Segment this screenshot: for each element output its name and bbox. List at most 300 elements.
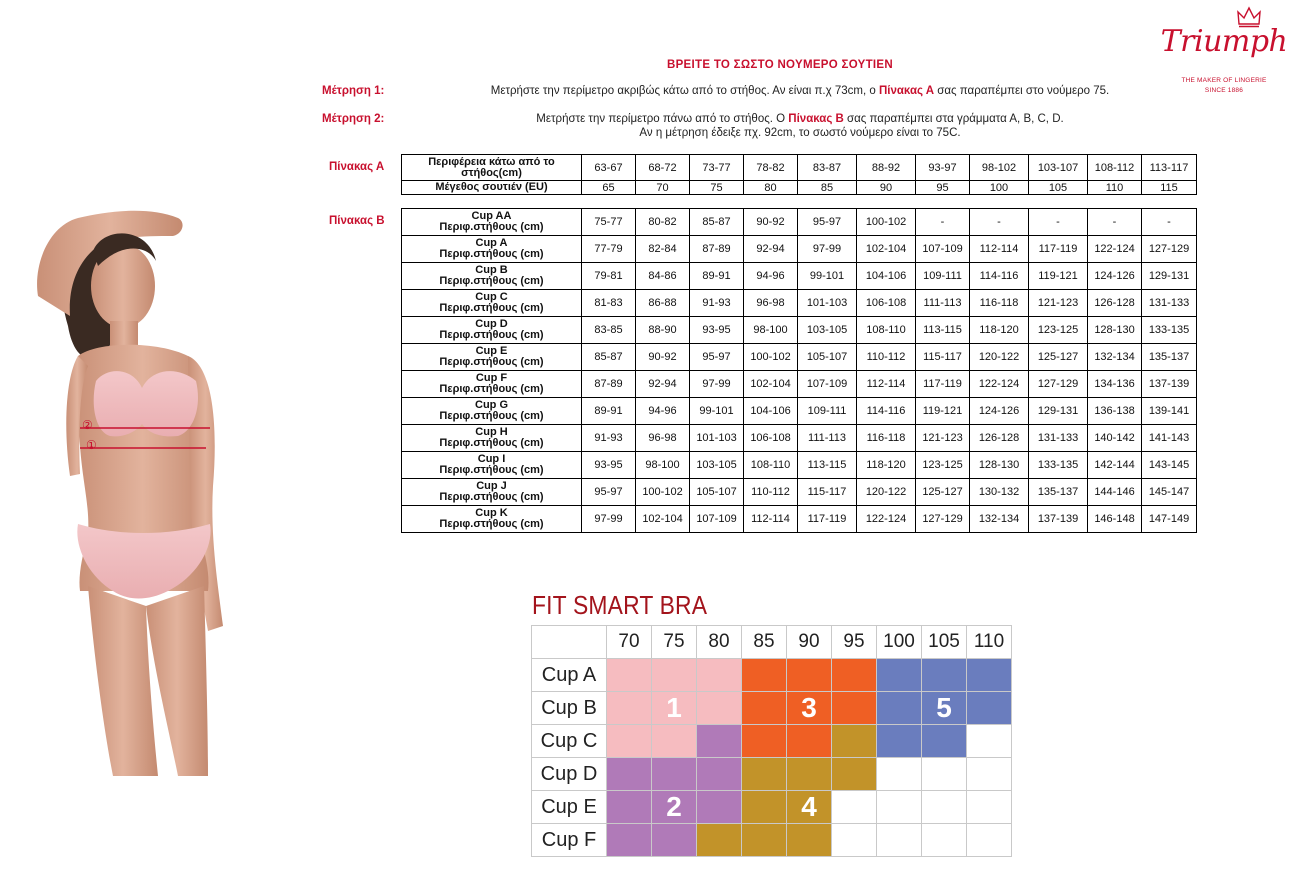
table-cell: 119-121 [916,398,970,425]
fit-zone-cell [652,824,697,857]
table-cell: 117-119 [916,371,970,398]
table-cell: - [1142,209,1197,236]
table-cell: 88-90 [636,317,690,344]
fit-zone-cell [832,824,877,857]
table-cell: 70 [636,181,690,195]
fit-zone-cell [877,692,922,725]
cup-label: Cup AA [471,210,512,222]
table-cell: 80 [744,181,798,195]
fit-zone-cell [607,824,652,857]
table-cell: 73-77 [690,155,744,181]
fit-row [532,725,1012,758]
fit-cup-label: Cup D [532,758,607,791]
fit-smart-table [531,625,1012,857]
table-b-row-header [402,371,582,398]
table-cell: 126-128 [1088,290,1142,317]
table-b-row-header [402,506,582,533]
table-cell: 105 [1029,181,1088,195]
fit-zone-cell [652,725,697,758]
table-cell: 137-139 [1142,371,1197,398]
fit-zone-cell [742,758,787,791]
fit-zone-number: 4 [787,791,832,824]
fit-row [532,824,1012,857]
fit-zone-cell [967,659,1012,692]
fit-header-row [532,626,1012,659]
table-cell: 131-133 [1029,425,1088,452]
fit-smart-title: FIT SMART BRA [532,590,708,620]
table-cell: 90-92 [744,209,798,236]
table-cell: 110-112 [857,344,916,371]
fit-zone-cell [922,791,967,824]
fit-zone-cell [967,824,1012,857]
table-cell: 96-98 [636,425,690,452]
measurement-1-highlight: Πίνακας Α [878,85,935,97]
bust-label: Περιφ.στήθους (cm) [439,383,544,395]
table-b-row [402,290,1197,317]
table-cell: 135-137 [1029,479,1088,506]
brand-name: Triumph [1160,24,1288,59]
fit-zone-cell [652,659,697,692]
table-cell: 147-149 [1142,506,1197,533]
table-cell: 63-67 [582,155,636,181]
table-cell: 146-148 [1088,506,1142,533]
fit-zone-cell [877,824,922,857]
table-cell: 108-112 [1088,155,1142,181]
table-cell: 90 [857,181,916,195]
fit-zone-cell [652,758,697,791]
table-cell: 112-114 [857,371,916,398]
table-cell: 93-97 [916,155,970,181]
table-cell: 142-144 [1088,452,1142,479]
fit-zone-cell [697,692,742,725]
table-cell: 102-104 [636,506,690,533]
measurement-1-text-before: Μετρήστε την περίμετρο ακριβώς κάτω από το στήθος. Αν είναι π.χ 73cm, ο [490,85,879,97]
fit-zone-number: 1 [652,692,697,725]
measurement-2-highlight: Πίνακας Β [788,113,844,125]
table-cell: 125-127 [916,479,970,506]
measurement-marker-2: ② [82,418,93,432]
fit-zone-cell [967,692,1012,725]
table-cell: 119-121 [1029,263,1088,290]
table-cell: 121-123 [916,425,970,452]
table-b-row-header [402,479,582,506]
table-cell: 103-107 [1029,155,1088,181]
table-cell: 86-88 [636,290,690,317]
fit-cup-label: Cup B [532,692,607,725]
table-cell: 83-85 [582,317,636,344]
table-b-row [402,317,1197,344]
table-cell: 100-102 [857,209,916,236]
bust-label: Περιφ.στήθους (cm) [439,248,544,260]
fit-size-header: 100 [877,626,922,659]
table-cell: 121-123 [1029,290,1088,317]
table-cell: 85-87 [690,209,744,236]
table-cell: 124-126 [970,398,1029,425]
fit-zone-cell [922,824,967,857]
table-cell: 106-108 [744,425,798,452]
fit-zone-number: 5 [922,692,967,725]
table-cell: 95 [916,181,970,195]
table-cell: 120-122 [970,344,1029,371]
table-cell: 112-114 [970,236,1029,263]
table-cell: 83-87 [798,155,857,181]
cup-label: Cup E [475,345,508,357]
table-cell: 136-138 [1088,398,1142,425]
measurement-2-text-after: σας παραπέμπει στα γράμματα Α, Β, C, D. [843,113,1064,125]
table-cell: 87-89 [690,236,744,263]
table-cell: 98-102 [970,155,1029,181]
table-cell: 113-117 [1142,155,1197,181]
fit-size-header: 70 [607,626,652,659]
fit-zone-cell [967,791,1012,824]
fit-zone-cell [697,725,742,758]
table-b-row [402,479,1197,506]
measurement-marker-1: ① [86,438,97,452]
bust-label: Περιφ.στήθους (cm) [439,302,544,314]
table-cell: 132-134 [970,506,1029,533]
table-cell: 127-129 [1142,236,1197,263]
bust-label: Περιφ.στήθους (cm) [439,437,544,449]
table-b-row [402,452,1197,479]
table-cell: 97-99 [690,371,744,398]
table-cell: 128-130 [970,452,1029,479]
table-a-row-underbust [402,155,1197,181]
bust-label: Περιφ.στήθους (cm) [439,410,544,422]
fit-zone-cell [742,791,787,824]
fit-zone-cell [742,824,787,857]
fit-zone-cell [832,791,877,824]
bust-label: Περιφ.στήθους (cm) [439,356,544,368]
table-cell: 143-145 [1142,452,1197,479]
table-cell: 128-130 [1088,317,1142,344]
fit-zone-number: 3 [787,692,832,725]
table-cell: - [1029,209,1088,236]
table-b-row-header [402,263,582,290]
bust-label: Περιφ.στήθους (cm) [439,275,544,287]
table-cell: 104-106 [744,398,798,425]
table-cell: 107-109 [916,236,970,263]
cup-label: Cup B [475,264,508,276]
cup-label: Cup H [475,426,508,438]
fit-cup-label: Cup F [532,824,607,857]
measurement-2-label: Μέτρηση 2: [322,113,385,125]
table-a-row-size [402,181,1197,195]
bust-label: Περιφ.στήθους (cm) [439,518,544,530]
table-b-row-header [402,452,582,479]
table-cell: 118-120 [970,317,1029,344]
table-cell: 120-122 [857,479,916,506]
table-cell: 97-99 [798,236,857,263]
table-cell: 109-111 [916,263,970,290]
table-cell: 139-141 [1142,398,1197,425]
table-b-row-header [402,209,582,236]
table-cell: 106-108 [857,290,916,317]
table-cell: 101-103 [798,290,857,317]
table-cell: 115-117 [798,479,857,506]
table-cell: 78-82 [744,155,798,181]
table-b-row-header [402,236,582,263]
table-b-row [402,506,1197,533]
table-cell: 115 [1142,181,1197,195]
table-b [401,208,1197,533]
fit-size-header: 110 [967,626,1012,659]
table-cell: 116-118 [970,290,1029,317]
table-cell: 95-97 [798,209,857,236]
table-cell: 102-104 [857,236,916,263]
bust-label: Περιφ.στήθους (cm) [439,329,544,341]
brand-tagline-2: SINCE 1886 [1204,87,1244,94]
table-b-row-header [402,317,582,344]
fit-corner-cell [532,626,607,659]
fit-zone-cell [697,791,742,824]
table-cell: 77-79 [582,236,636,263]
table-cell: 113-115 [798,452,857,479]
fit-size-header: 80 [697,626,742,659]
bust-label: Περιφ.στήθους (cm) [439,221,544,233]
table-cell: 108-110 [857,317,916,344]
fit-zone-cell [607,758,652,791]
table-cell: 103-105 [798,317,857,344]
table-cell: 95-97 [582,479,636,506]
table-cell: 95-97 [690,344,744,371]
table-b-row-header [402,344,582,371]
fit-zone-cell [742,659,787,692]
table-b-row-header [402,398,582,425]
fit-zone-cell [787,824,832,857]
table-cell: 134-136 [1088,371,1142,398]
table-cell: 80-82 [636,209,690,236]
table-cell: 129-131 [1142,263,1197,290]
bust-label: Περιφ.στήθους (cm) [439,491,544,503]
fit-zone-cell [697,758,742,791]
fit-size-header: 85 [742,626,787,659]
fit-zone-cell [877,758,922,791]
table-a [401,154,1197,195]
table-cell: 141-143 [1142,425,1197,452]
fit-zone-cell [607,659,652,692]
fit-size-header: 95 [832,626,877,659]
table-cell: 91-93 [582,425,636,452]
table-cell: 115-117 [916,344,970,371]
table-cell: 65 [582,181,636,195]
table-cell: 116-118 [857,425,916,452]
table-cell: 96-98 [744,290,798,317]
table-b-row [402,236,1197,263]
fit-row [532,659,1012,692]
table-cell: 79-81 [582,263,636,290]
table-b-label: Πίνακας Β [329,215,385,227]
table-cell: 100-102 [744,344,798,371]
table-cell: 108-110 [744,452,798,479]
table-a-row-header: Μέγεθος σουτιέν (EU) [402,181,582,195]
fit-size-header: 105 [922,626,967,659]
fit-size-header: 75 [652,626,697,659]
table-cell: 97-99 [582,506,636,533]
table-cell: - [1088,209,1142,236]
table-cell: 122-124 [970,371,1029,398]
table-b-row [402,371,1197,398]
table-cell: 133-135 [1029,452,1088,479]
table-cell: 124-126 [1088,263,1142,290]
table-cell: 93-95 [690,317,744,344]
table-cell: 105-107 [798,344,857,371]
fit-zone-cell [832,725,877,758]
fit-zone-cell [922,725,967,758]
fit-zone-cell [922,659,967,692]
fit-cup-label: Cup E [532,791,607,824]
table-cell: 82-84 [636,236,690,263]
fit-zone-cell [697,659,742,692]
table-cell: 137-139 [1029,506,1088,533]
fit-zone-cell [787,659,832,692]
table-b-row-header [402,425,582,452]
table-cell: 107-109 [798,371,857,398]
measurement-1-label: Μέτρηση 1: [322,85,385,97]
fit-row [532,692,1012,725]
fit-zone-cell [832,659,877,692]
table-cell: 103-105 [690,452,744,479]
fit-zone-cell [787,758,832,791]
table-b-row [402,398,1197,425]
table-cell: 89-91 [582,398,636,425]
table-cell: 93-95 [582,452,636,479]
table-cell: 98-100 [636,452,690,479]
table-cell: 130-132 [970,479,1029,506]
table-b-row [402,344,1197,371]
fit-zone-cell [697,824,742,857]
table-cell: 94-96 [744,263,798,290]
table-cell: 104-106 [857,263,916,290]
measurement-2-text [400,112,1200,140]
table-cell: 127-129 [1029,371,1088,398]
table-cell: 111-113 [798,425,857,452]
table-cell: 122-124 [857,506,916,533]
measurement-2-line-2: Αν η μέτρηση έδειξε πχ. 92cm, το σωστό νούμερο είναι το 75C. [639,127,961,139]
table-b-row-header [402,290,582,317]
fit-zone-cell [877,791,922,824]
fit-zone-number: 2 [652,791,697,824]
measurement-1-text [400,84,1200,98]
table-cell: 109-111 [798,398,857,425]
table-cell: - [916,209,970,236]
cup-label: Cup D [475,318,508,330]
cup-label: Cup G [475,399,508,411]
table-cell: 122-124 [1088,236,1142,263]
fit-row [532,791,1012,824]
table-cell: 75-77 [582,209,636,236]
fit-zone-cell [922,758,967,791]
fit-cup-label: Cup C [532,725,607,758]
fit-zone-cell [607,692,652,725]
table-cell: 129-131 [1029,398,1088,425]
table-b-row [402,263,1197,290]
table-cell: 144-146 [1088,479,1142,506]
table-cell: 100 [970,181,1029,195]
cup-label: Cup A [475,237,508,249]
table-cell: 118-120 [857,452,916,479]
table-cell: 126-128 [970,425,1029,452]
table-cell: 75 [690,181,744,195]
table-cell: 90-92 [636,344,690,371]
fit-cup-label: Cup A [532,659,607,692]
fit-zone-cell [877,659,922,692]
cup-label: Cup C [475,291,508,303]
measurement-2-line-1 [400,112,1200,126]
table-cell: 98-100 [744,317,798,344]
table-cell: 123-125 [916,452,970,479]
table-cell: 94-96 [636,398,690,425]
fit-zone-cell [967,758,1012,791]
fit-zone-cell [967,725,1012,758]
fit-zone-cell [832,758,877,791]
fit-zone-cell [832,692,877,725]
table-b-row [402,425,1197,452]
table-cell: 85 [798,181,857,195]
table-cell: 88-92 [857,155,916,181]
table-cell: 99-101 [798,263,857,290]
table-cell: 114-116 [970,263,1029,290]
table-cell: 99-101 [690,398,744,425]
table-cell: 100-102 [636,479,690,506]
table-cell: 145-147 [1142,479,1197,506]
table-a-row-header: Περιφέρεια κάτω από το στήθος(cm) [402,155,582,181]
fit-row [532,758,1012,791]
table-cell: 92-94 [636,371,690,398]
table-cell: 87-89 [582,371,636,398]
model-photo [18,206,248,776]
table-cell: - [970,209,1029,236]
table-cell: 101-103 [690,425,744,452]
table-cell: 112-114 [744,506,798,533]
table-cell: 114-116 [857,398,916,425]
fit-size-header: 90 [787,626,832,659]
table-cell: 133-135 [1142,317,1197,344]
table-cell: 68-72 [636,155,690,181]
fit-zone-cell [742,725,787,758]
table-cell: 113-115 [916,317,970,344]
table-cell: 110 [1088,181,1142,195]
cup-label: Cup K [475,507,508,519]
fit-zone-cell [607,791,652,824]
table-cell: 117-119 [798,506,857,533]
table-cell: 85-87 [582,344,636,371]
table-cell: 89-91 [690,263,744,290]
table-cell: 117-119 [1029,236,1088,263]
table-cell: 131-133 [1142,290,1197,317]
table-cell: 111-113 [916,290,970,317]
table-cell: 84-86 [636,263,690,290]
table-cell: 102-104 [744,371,798,398]
table-a-label: Πίνακας Α [329,161,385,173]
cup-label: Cup F [475,372,508,384]
table-cell: 91-93 [690,290,744,317]
table-cell: 105-107 [690,479,744,506]
cup-label: Cup J [476,480,507,492]
table-cell: 92-94 [744,236,798,263]
table-cell: 135-137 [1142,344,1197,371]
fit-zone-cell [607,725,652,758]
table-cell: 123-125 [1029,317,1088,344]
measurement-2-text-before: Μετρήστε την περίμετρο πάνω από το στήθος. Ο [536,113,789,125]
measurement-1-text-after: σας παραπέμπει στο νούμερο 75. [934,85,1110,97]
page-title: ΒΡΕΙΤΕ ΤΟ ΣΩΣΤΟ ΝΟΥΜΕΡΟ ΣΟΥΤΙΕΝ [666,59,894,71]
table-b-row [402,209,1197,236]
brand-tagline-1: THE MAKER OF LINGERIE [1181,77,1267,84]
table-cell: 140-142 [1088,425,1142,452]
table-cell: 125-127 [1029,344,1088,371]
fit-zone-cell [787,725,832,758]
table-cell: 81-83 [582,290,636,317]
